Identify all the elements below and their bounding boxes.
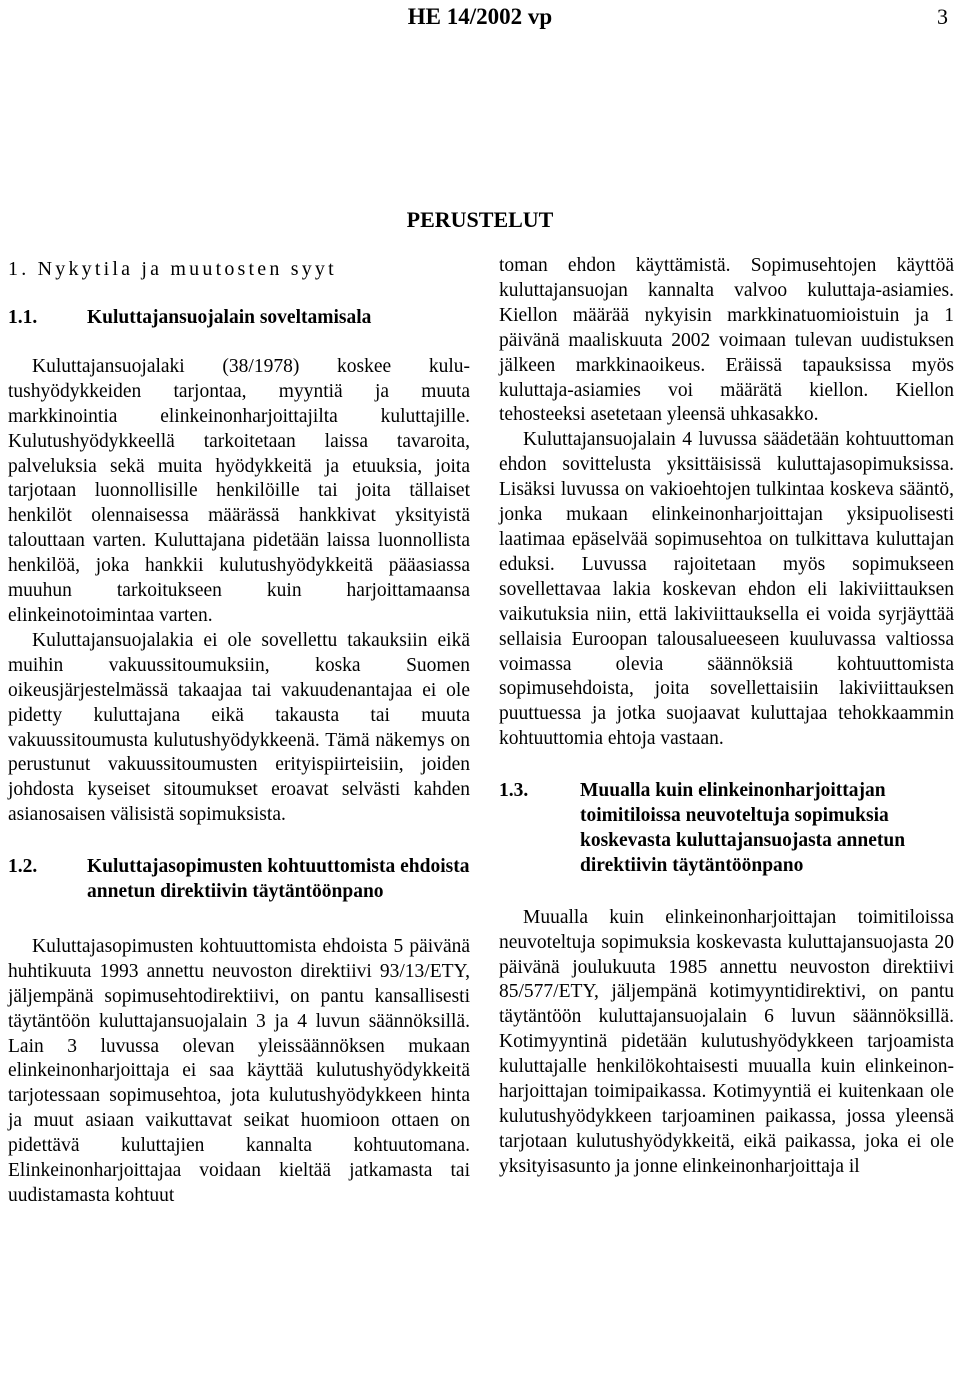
subsection-number: 1.1. [8, 307, 38, 328]
document-id: HE 14/2002 vp [407, 4, 553, 29]
page-number: 3 [937, 4, 948, 29]
paragraph: Kuluttajasopimusten kohtuuttomista ehdoista 5 päivänä huhtikuuta 1993 annettu neuvoston direktiivi 93/13/ETY, jäljempänä sopimusehtodirektiivi, on pantu kansallisesti täytäntöön kuluttajansuojalain 3 ja 4 luvun säännöksillä. Lain 3 luvussa olevan yleissäännöksen mukaan elinkeinonharjoittaja ei saa käyttää kulutushyödykkeitä tarjotessaan sopimusehtoa, jota kulutushyödykkeen hinta ja muut asiaan vaikuttavat seikat huomioon ottaen on pidettävä kuluttajien kannalta kohtuutomana. Elinkeinonharjoittajaa voidaan kieltää jatkamasta tai uudistamasta kohtuut [8, 935, 470, 1206]
subsection-title: Kuluttajasopimusten kohtuuttomista ehdoista annetun direktiivin täytäntöönpano [87, 856, 470, 903]
subsection-1-1-heading [8, 306, 470, 331]
paragraph: toman ehdon käyttämistä. Sopimusehtojen käyttöä kuluttajansuojan kannalta valvoo kuluttaja-asiamies. Kiellon määrää nykyisin markkinatuomioistuin ja 1 päivänä maaliskuuta 2002 voimaan tulevan uudistuksen jälkeen markkinaoikeus. Eräissä tapauksissa myös kuluttaja-asiamies voi määrätä kiellon. Kiellon tehosteeksi asetetaan yleensä uhkasakko. [499, 255, 954, 426]
paragraph: Muualla kuin elinkeinonharjoittajan toimitiloissa neuvoteltuja sopimuksia koskevasta kuluttajansuojasta 20 päivänä joulukuuta 1985 annettu neuvoston direktiivi 85/577/ETY, jäljempänä kotimyyntidirektivi, on pantu täytäntöön kuluttajansuojalain 6 luvun säännöksillä. Kotimyyntinä pidetään kulutushyödykkeen tarjoamista kuluttajalle henkilökohtaisesti muualla kuin elinkeinonharjoittajan toimipaikassa. Kotimyyntiä ei kuitenkaan ole kulutushyödykkeen tarjoaminen paikassa, jossa yleensä tarjotaan kulutushyödykkeitä, eikä paikassa, joka ei ole yksityisasunto ja jonne elinkeinonharjoittaja il [499, 906, 954, 1177]
subsection-number: 1.3. [499, 780, 529, 802]
subsection-number: 1.2. [8, 856, 38, 878]
paragraph: Kuluttajansuojalakia ei ole sovellettu takauksiin eikä muihin vakuussitoumuksiin, koska Suomen oikeusjärjestelmässä takaajaa tai vakuudenantajaa ei ole pidetty kuluttajana eikä takausta tai muuta vakuussitoumusta kulutushyödykkeenä. Tämä näkemys on perustunut vakuussitoumusten erityispiirteisiin, joiden johdosta kyseiset sitoumukset eroavat selvästi kahden asianosaisen välisistä sopimuksista. [8, 629, 470, 826]
section-main-heading: PERUSTELUT [406, 207, 554, 232]
paragraph: Kuluttajansuojalaki (38/1978) koskee kulutushyödykkeiden tarjontaa, myyntiä ja muuta markkinointia elinkeinonharjoittajilta kuluttajille. Kulutushyödykkeellä tarkoitetaan laissa tavaroita, palveluksia sekä muita hyödykkeitä ja etuuksia, joita tarjotaan luonnollisille henkilöille tai joita tällaiset henkilöt olennaisessa määrässä hankkivat yksityistä talouttaan varten. Kuluttajana pidetään laissa luonnollista henkilöä, joka hankkii kulutushyödykkeitä pääasiassa muuhun tarkoitukseen kuin harjoittamaansa elinkeinotoimintaa varten. [8, 355, 470, 626]
subsection-title: Muualla kuin elinkeinonharjoittajan toimitiloissa neuvoteltuja sopimuksia koskevasta kuluttajansuojasta annetun direktiivin täytäntöönpano [580, 780, 906, 876]
subsection-1-3-heading [499, 779, 954, 879]
left-column [8, 256, 470, 1209]
subsection-1-2-heading [8, 855, 470, 905]
right-column [499, 254, 954, 1180]
section-1-heading: 1. Nykytila ja muutosten syyt [8, 258, 337, 280]
subsection-title: Kuluttajansuojalain soveltamisala [87, 307, 372, 328]
paragraph: Kuluttajansuojalain 4 luvussa säädetään kohtuuttoman ehdon sovittelusta yksittäisissä kuluttajasopimuksissa. Lisäksi luvussa on vakioehtojen tulkintaa koskeva sääntö, jonka mukaan elinkeinonharjoittajan yksipuolisesti laatimaa epäselvää sopimusehtoa on tulkittava kuluttajan eduksi. Luvussa rajoitetaan myös sopimukseen sovellettavaa lakia koskevan ehdon eli lakiviittauksen vaikutuksia niin, että lakiviittauksella ei voida syrjäyttää sellaisia Euroopan talousalueeseen kuuluvassa valtiossa voimassa olevia säännöksiä kohtuuttomista sopimusehdoista, joita sovellettaisiin lakiviittauksen puuttuessa ja jotka suojaavat kuluttajaa tehokkaammin kohtuuttomia ehtoja vastaan. [499, 429, 954, 750]
